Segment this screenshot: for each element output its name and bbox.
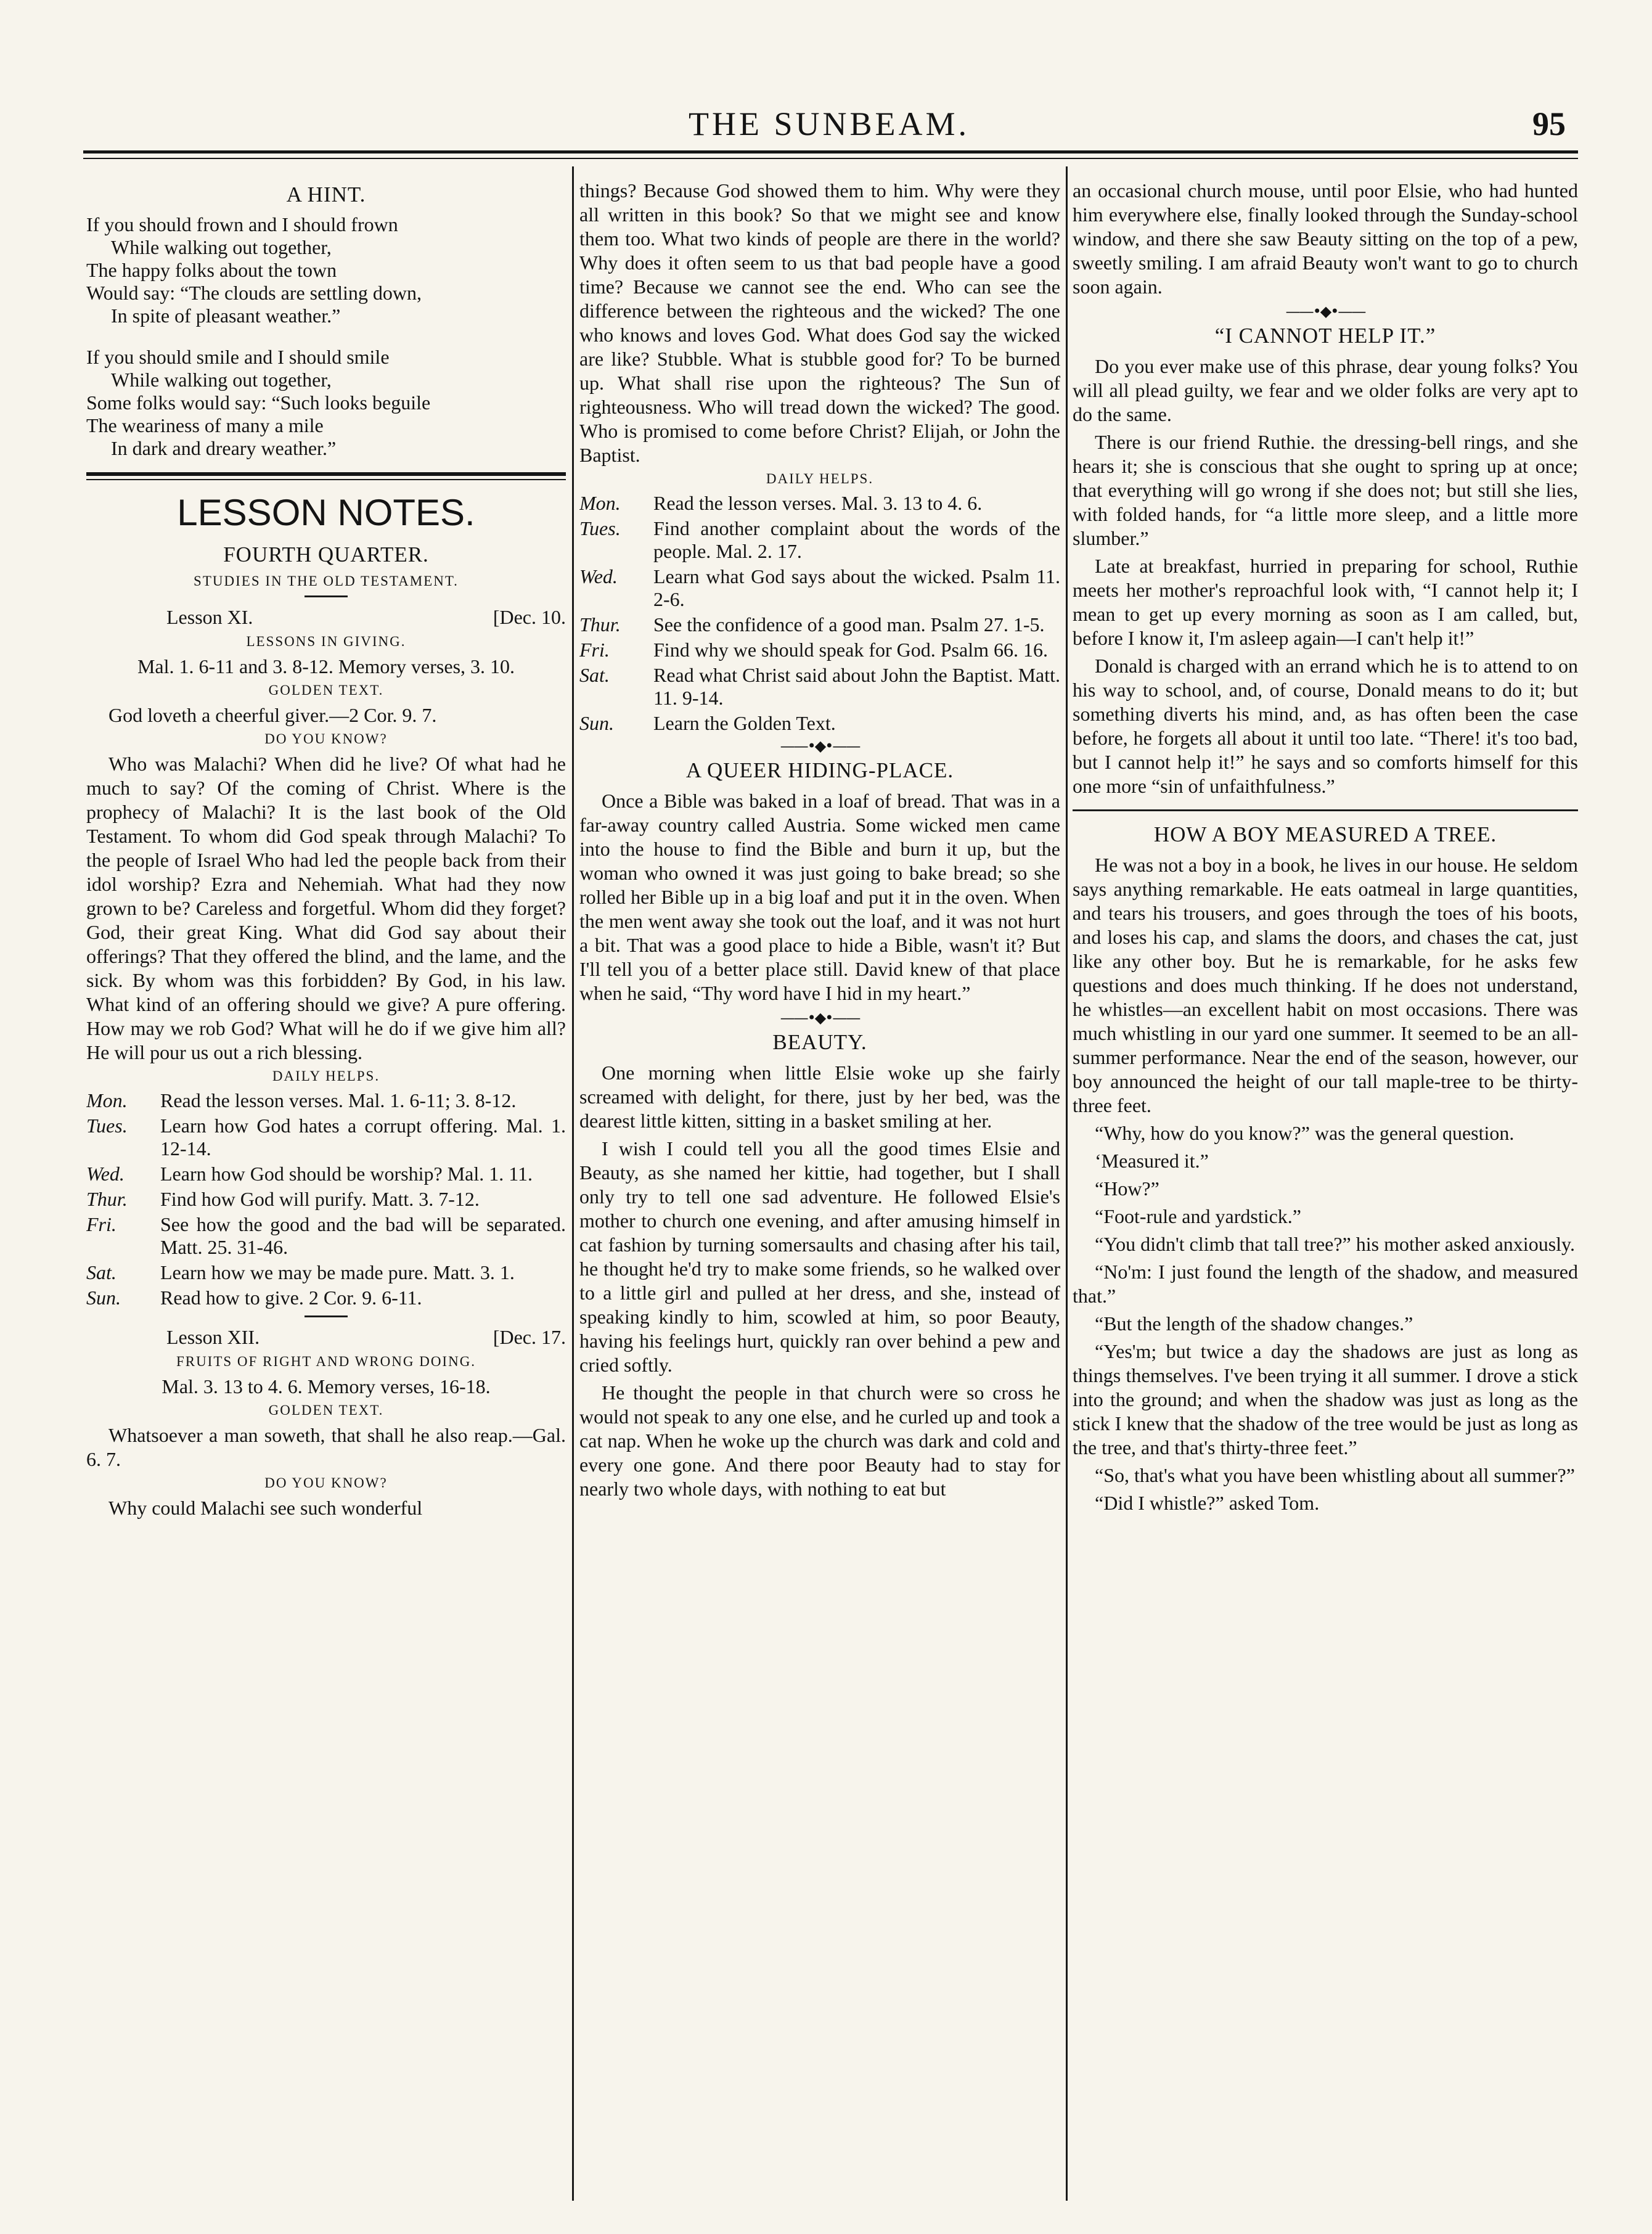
article-paragraph: One morning when little Elsie woke up she fairly screamed with delight, for there, just by her bed, was the dearest little kitten, sitting in a basket smiling at her. xyxy=(579,1062,1060,1132)
hint-poem xyxy=(86,213,566,460)
studies-heading: STUDIES IN THE OLD TESTAMENT. xyxy=(194,573,459,589)
lesson-subtitle: FRUITS OF RIGHT AND WRONG DOING. xyxy=(176,1354,476,1369)
short-rule xyxy=(305,1315,348,1317)
column-left xyxy=(86,179,566,2213)
lesson-continuation: things? Because God showed them to him. Why were they all written in this book? So that we might see and know them too. What two kinds of people are there in the world? Why does it often seem to us that bad people have a good time? Because we cannot see the end. Who can see the difference between the righteous and the wicked? The one who knows and loves God. What does God say the wicked are like? Stubble. What is stubble good for? To be burned up. What shall rise upon the righteous? The Sun of righteousness. Who will tread down the wicked? The good. Who is promised to come before Christ? Elijah, or John the Baptist. xyxy=(579,179,1060,466)
poem-line: Some folks would say: “Such looks beguile xyxy=(86,391,431,414)
do-you-know-text: Why could Malachi see such wonderful xyxy=(108,1497,423,1519)
column-right xyxy=(1073,179,1578,2213)
article-paragraph: “Did I whistle?” asked Tom. xyxy=(1095,1492,1320,1514)
lesson-number: Lesson XII. xyxy=(166,1326,260,1348)
article-title: A QUEER HIDING-PLACE. xyxy=(685,758,954,782)
article-paragraph: ‘Measured it.” xyxy=(1095,1150,1209,1172)
do-you-know-text: Who was Malachi? When did he live? Of what had he much to say? Of the coming of Christ. Where is the prophecy of Malachi? It is the last book of the Old Testament. To whom did God speak through Malachi? To the people of Israel Who had led the people back from their idol worship? Ezra and Nehemiah. What had they now grown to be? Careless and forgetful. Whom did they forget? God, their great King. What did God say about their offerings? That they offered the blind, and the lame, and the sick. By whom was this forbidden? By God, in his law. What kind of an offering should we give? A pure offering. How may we rob God? What will he do if we give him all? He will pour us out a rich blessing. xyxy=(86,753,566,1063)
golden-text: Whatsoever a man soweth, that shall he also reap.—Gal. 6. 7. xyxy=(86,1424,566,1470)
article-title: HOW A BOY MEASURED A TREE. xyxy=(1153,822,1497,846)
daily-help-row: Sat. Learn how we may be made pure. Matt. 3. 1. xyxy=(86,1261,515,1283)
daily-helps-heading: DAILY HELPS. xyxy=(272,1068,380,1084)
poem-line: In dark and dreary weather.” xyxy=(111,437,337,459)
hint-title: A HINT. xyxy=(286,182,366,207)
daily-help-row: Tues. Learn how God hates a corrupt offering. Mal. 1. 12-14. xyxy=(86,1115,566,1160)
column-rule-2 xyxy=(1066,166,1068,2201)
daily-help-row: Fri. Find why we should speak for God. Psalm 66. 16. xyxy=(579,639,1048,661)
page-number: 95 xyxy=(1532,105,1566,142)
article-title: BEAUTY. xyxy=(772,1030,867,1054)
column-rule-1 xyxy=(572,166,574,2201)
daily-help-row: Wed. Learn how God should be worship? Mal. 1. 11. xyxy=(86,1163,533,1185)
article-paragraph: “But the length of the shadow changes.” xyxy=(1095,1312,1413,1335)
article-paragraph: “Why, how do you know?” was the general question. xyxy=(1095,1122,1515,1144)
daily-help-row: Thur. Find how God will purify. Matt. 3. 7-12. xyxy=(86,1188,480,1210)
poem-line: If you should smile and I should smile xyxy=(86,346,390,368)
lesson-12-line xyxy=(86,1326,566,1349)
section-rule xyxy=(1073,809,1578,811)
do-you-know-heading: DO YOU KNOW? xyxy=(264,1475,388,1491)
daily-help-row: Mon. Read the lesson verses. Mal. 1. 6-11; 3. 8-12. xyxy=(86,1089,517,1111)
lesson-11-line xyxy=(86,606,566,629)
article-paragraph: He thought the people in that church were so cross he would not speak to any one else, and he curled up and took a cat nap. When he woke up the church was dark and cold and every one gone. And there poor Beauty had to stay for nearly two whole days, with nothing to eat but xyxy=(579,1381,1060,1500)
article-paragraph: an occasional church mouse, until poor Elsie, who had hunted him everywhere else, finally looked through the Sunday-school window, and there she saw Beauty sitting on the top of a pew, sweetly smiling. I am afraid Beauty won't want to go to church soon again. xyxy=(1073,179,1578,298)
page-header xyxy=(80,105,1578,148)
ornament-divider: ——•◆•—— xyxy=(1285,303,1365,320)
daily-help-row: Sun. Learn the Golden Text. xyxy=(579,712,836,734)
daily-helps-list xyxy=(86,1089,566,1309)
lesson-date: [Dec. 17. xyxy=(493,1326,566,1348)
article-paragraph: He was not a boy in a book, he lives in our house. He seldom says anything remarkable. He eats oatmeal in large quantities, and tears his trousers, and goes through the toes of his boots, and loses his cap, and slams the doors, and chases the cat, just like any other boy. But he is remarkable, for he asks few questions and does much thinking. If he does not understand, he whistles—an excellent habit on most occasions. There was much whistling in our yard one summer. It seemed to be an all-summer performance. Near the end of the season, however, our boy announced the height of our tall maple-tree to be thirty-three feet. xyxy=(1073,854,1578,1116)
memory-verses: Mal. 3. 13 to 4. 6. Memory verses, 16-18. xyxy=(162,1375,491,1397)
article-paragraph: Do you ever make use of this phrase, dear young folks? You will all plead guilty, we fear and we older folks are very apt to do the same. xyxy=(1073,355,1578,425)
article-paragraph: “No'm: I just found the length of the shadow, and measured that.” xyxy=(1073,1261,1578,1307)
quarter-heading: FOURTH QUARTER. xyxy=(223,542,429,567)
running-title: THE SUNBEAM. xyxy=(688,105,970,142)
daily-help-row: Mon. Read the lesson verses. Mal. 3. 13 to 4. 6. xyxy=(579,492,983,514)
article-paragraph: Late at breakfast, hurried in preparing for school, Ruthie meets her mother's reproachful look with, “I cannot help it; I mean to get up every morning as soon as I am called, but, before I know it, I'm asleep again—I can't help it!” xyxy=(1073,555,1578,649)
daily-helps-list xyxy=(579,492,1060,735)
column-middle xyxy=(579,179,1060,2213)
article-paragraph: “You didn't climb that tall tree?” his mother asked anxiously. xyxy=(1095,1233,1575,1255)
do-you-know-heading: DO YOU KNOW? xyxy=(264,731,388,747)
poem-line: The happy folks about the town xyxy=(86,259,337,281)
golden-text-heading: GOLDEN TEXT. xyxy=(268,1402,384,1418)
article-paragraph: I wish I could tell you all the good times Elsie and Beauty, as she named her kittie, had together, but I shall only try to tell one sad adventure. He followed Elsie's mother to church one evening, and after amusing himself in cat fashion by turning somersaults and chasing after his tail, he thought he'd try to make some friends, so he walked over to a little girl and pulled at her dress, and she, instead of speaking kindly to him, scowled at him, so poor Beauty, having his feelings hurt, quickly ran over behind a pew and cried softly. xyxy=(579,1137,1060,1376)
golden-text: God loveth a cheerful giver.—2 Cor. 9. 7. xyxy=(108,704,437,726)
daily-help-row: Sun. Read how to give. 2 Cor. 9. 6-11. xyxy=(86,1287,422,1309)
daily-help-row: Wed. Learn what God says about the wicked. Psalm 11. 2-6. xyxy=(579,565,1060,610)
article-title: “I CANNOT HELP IT.” xyxy=(1214,324,1436,348)
short-rule xyxy=(305,595,348,597)
header-rule-thin xyxy=(83,158,1578,159)
article-paragraph: “Foot-rule and yardstick.” xyxy=(1095,1205,1301,1227)
lesson-notes-heading: LESSON NOTES. xyxy=(177,492,475,533)
memory-verses: Mal. 1. 6-11 and 3. 8-12. Memory verses, 3. 10. xyxy=(137,655,515,677)
daily-help-row: Thur. See the confidence of a good man. Psalm 27. 1-5. xyxy=(579,613,1045,636)
section-rule xyxy=(86,472,566,480)
poem-line: While walking out together, xyxy=(111,369,332,391)
daily-help-row: Fri. See how the good and the bad will be separated. Matt. 25. 31-46. xyxy=(86,1213,566,1258)
article-paragraph: “So, that's what you have been whistling about all summer?” xyxy=(1095,1464,1575,1486)
article-paragraph: Donald is charged with an errand which he is to attend to on his way to school, and, of course, Donald means to do it; but something diverts his mind, and, as has often been the case before, he forgets all about it until too late. “There! it's too bad, but I cannot help it!” he says and so comforts himself for this one more “sin of unfaithfulness.” xyxy=(1073,655,1578,797)
daily-help-row: Sat. Read what Christ said about John the Baptist. Matt. 11. 9-14. xyxy=(579,664,1060,709)
article-paragraph: Once a Bible was baked in a loaf of bread. That was in a far-away country called Austria. Some wicked men came into the house to find the Bible and burn it up, but the woman who owned it was just going to bake bread; so she rolled her Bible up in a big loaf and put it in the oven. When the men went away she took out the loaf, and it was not hurt a bit. That was a good place to hide a Bible, wasn't it? But I'll tell you of a better place still. David knew of that place when he said, “Thy word have I hid in my heart.” xyxy=(579,790,1060,1004)
poem-line: The weariness of many a mile xyxy=(86,414,324,436)
daily-help-row: Tues. Find another complaint about the words of the people. Mal. 2. 17. xyxy=(579,517,1060,562)
header-rule-thick xyxy=(83,150,1578,153)
article-paragraph: “How?” xyxy=(1095,1177,1159,1200)
daily-helps-heading: DAILY HELPS. xyxy=(766,471,874,486)
poem-line: Would say: “The clouds are settling down, xyxy=(86,282,422,304)
article-paragraph: “Yes'm; but twice a day the shadows are just as long as things themselves. I've been trying it all summer. I drove a stick into the ground; and when the shadow was just as long as the stick I knew that the shadow of the tree would be just as long as the tree, and that's thirty-three feet.” xyxy=(1073,1340,1578,1459)
poem-line: In spite of pleasant weather.” xyxy=(111,305,341,327)
poem-line: While walking out together, xyxy=(111,236,332,258)
ornament-divider: ——•◆•—— xyxy=(780,1009,860,1026)
lesson-number: Lesson XI. xyxy=(166,606,253,628)
poem-line: If you should frown and I should frown xyxy=(86,213,398,235)
article-paragraph: There is our friend Ruthie. the dressing-bell rings, and she hears it; she is conscious that she ought to spring up at once; that everything will go wrong if she does not; but still she lies, with folded hands, for “a little more sleep, and a little more slumber.” xyxy=(1073,431,1578,549)
golden-text-heading: GOLDEN TEXT. xyxy=(268,682,384,698)
lesson-subtitle: LESSONS IN GIVING. xyxy=(246,634,406,649)
ornament-divider: ——•◆•—— xyxy=(780,737,860,755)
lesson-date: [Dec. 10. xyxy=(493,606,566,628)
